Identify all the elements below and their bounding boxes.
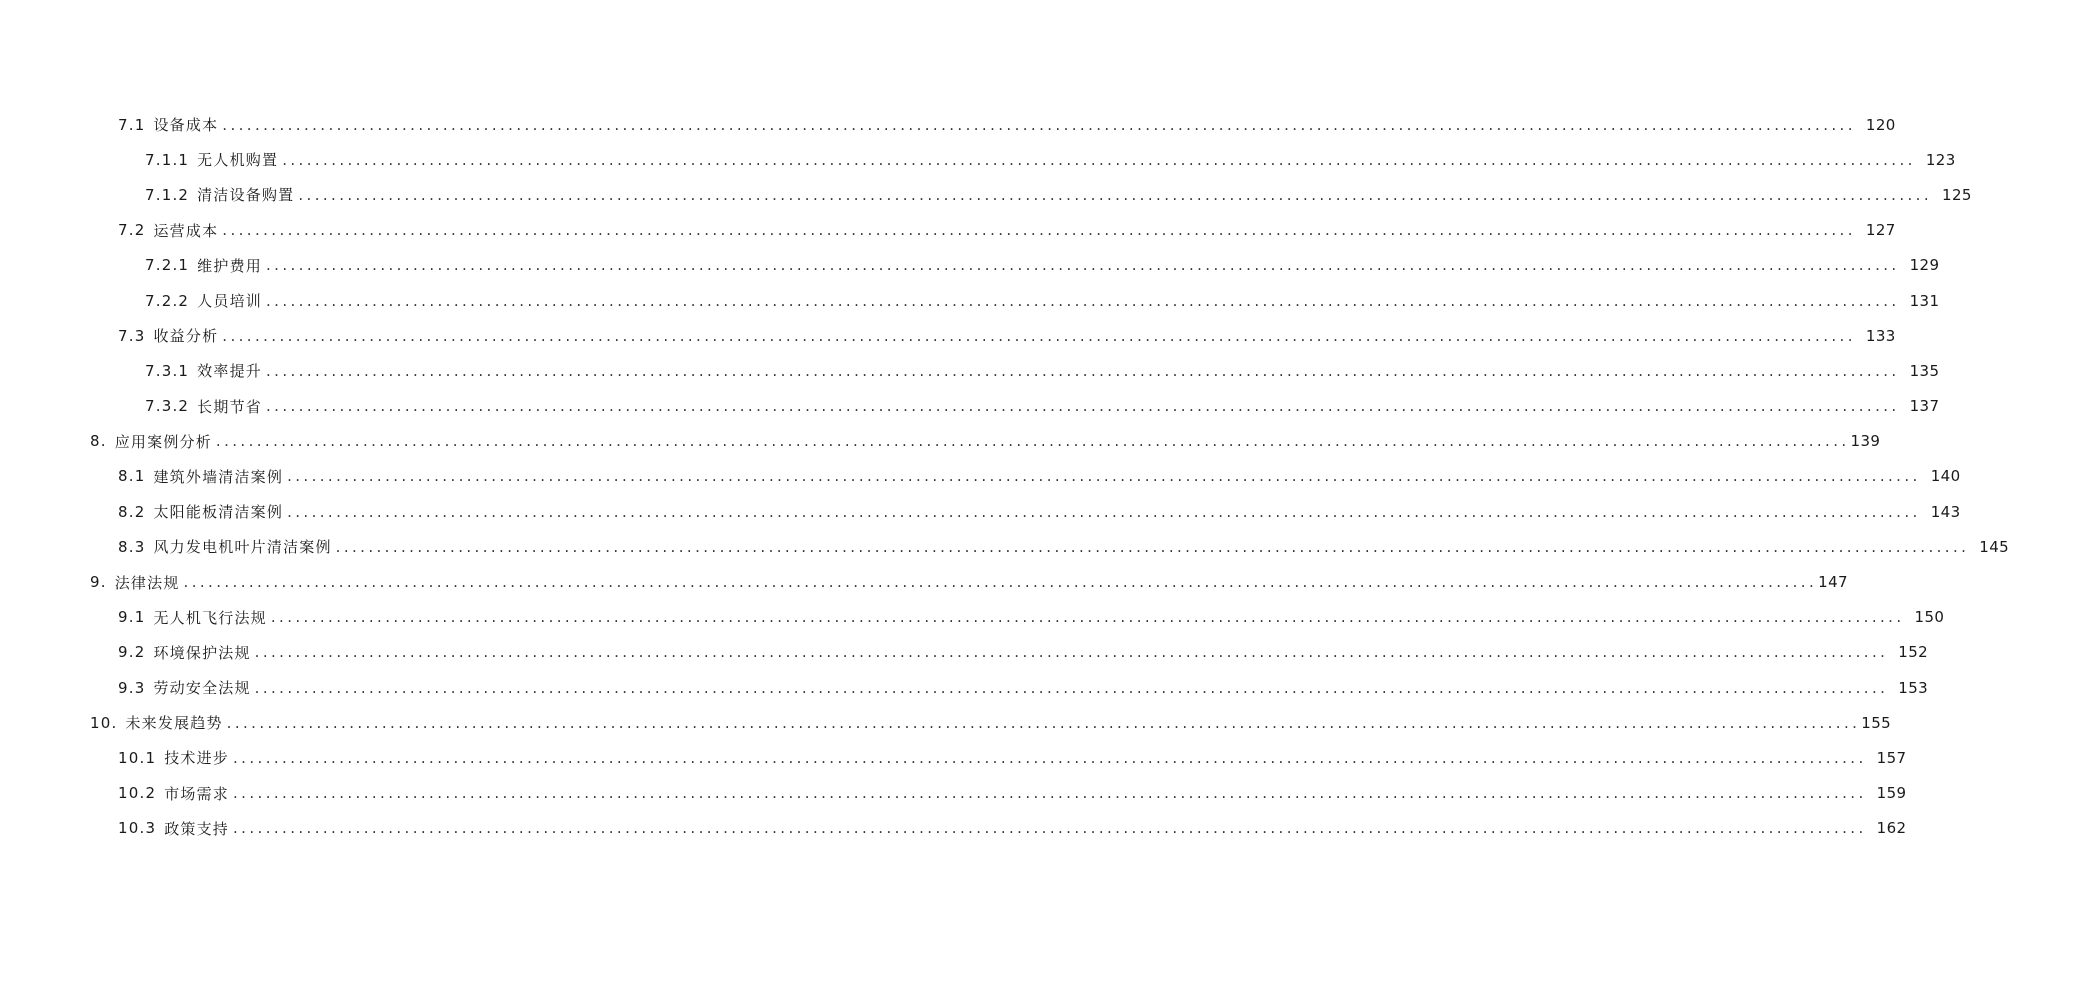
toc-entry-page: 157 xyxy=(1876,748,1907,767)
toc-leader-dots: ........................................................................................................................................................................................................ xyxy=(233,748,1867,767)
toc-leader-dots: ........................................................................................................................................................................................................ xyxy=(270,608,1905,627)
toc-entry-number: 10. xyxy=(90,713,118,732)
toc-entry-number: 9. xyxy=(90,573,107,592)
toc-entry-page: 159 xyxy=(1876,784,1907,803)
toc-entry[interactable] xyxy=(0,494,1961,529)
toc-entry-page: 140 xyxy=(1930,467,1961,486)
toc-entry-title: 建筑外墙清洁案例 xyxy=(153,467,284,486)
toc-entry-title: 市场需求 xyxy=(164,784,230,803)
toc-entry[interactable] xyxy=(0,529,2010,564)
toc-entry[interactable] xyxy=(0,353,1940,388)
toc-entry[interactable] xyxy=(0,107,1896,142)
toc-entry-number: 7.3.2 xyxy=(145,397,190,416)
toc-entry-number: 8.3 xyxy=(118,537,146,556)
toc-entry[interactable] xyxy=(0,389,1940,424)
toc-entry-number: 7.1.1 xyxy=(145,150,190,169)
toc-entry-page: 123 xyxy=(1925,150,1956,169)
toc-entry-title: 未来发展趋势 xyxy=(125,714,223,733)
toc-entry-title: 应用案例分析 xyxy=(114,432,212,451)
toc-entry-page: 139 xyxy=(1850,432,1881,451)
toc-entry-page: 153 xyxy=(1898,678,1929,697)
toc-leader-dots: ........................................................................................................................................................................................................ xyxy=(254,643,1889,662)
toc-entry[interactable] xyxy=(0,318,1896,353)
toc-leader-dots: ........................................................................................................................................................................................................ xyxy=(335,537,1970,556)
toc-entry-title: 技术进步 xyxy=(164,749,230,768)
toc-leader-dots: ........................................................................................................................................................................................................ xyxy=(265,256,1900,275)
toc-entry[interactable] xyxy=(0,283,1940,318)
toc-leader-dots: ........................................................................................................................................................................................................ xyxy=(282,150,1916,169)
toc-leader-dots: ........................................................................................................................................................................................................ xyxy=(265,397,1900,416)
toc-entry[interactable] xyxy=(0,635,1929,670)
toc-entry-title: 长期节省 xyxy=(197,397,262,416)
toc-entry[interactable] xyxy=(0,600,1945,635)
toc-leader-dots: ........................................................................................................................................................................................................ xyxy=(233,819,1867,838)
toc-entry-number: 8. xyxy=(90,432,107,451)
toc-leader-dots: ........................................................................................................................................................................................................ xyxy=(254,678,1889,697)
toc-entry[interactable] xyxy=(0,424,1881,459)
toc-entry-page: 147 xyxy=(1818,573,1848,592)
toc-entry-page: 143 xyxy=(1930,502,1961,521)
toc-entry-number: 7.1 xyxy=(118,115,146,134)
toc-entry-title: 环境保护法规 xyxy=(153,643,251,662)
toc-entry-title: 太阳能板清洁案例 xyxy=(153,503,284,522)
toc-entry-title: 收益分析 xyxy=(153,327,219,346)
toc-entry-page: 120 xyxy=(1865,115,1896,134)
toc-leader-dots: ........................................................................................................................................................................................................ xyxy=(265,291,1900,310)
toc-leader-dots: ........................................................................................................................................................................................................ xyxy=(222,326,1856,345)
toc-entry[interactable] xyxy=(0,459,1961,494)
toc-entry[interactable] xyxy=(0,740,1907,775)
toc-entry-number: 9.2 xyxy=(118,643,146,662)
toc-entry-title: 无人机飞行法规 xyxy=(153,608,267,627)
toc-entry[interactable] xyxy=(0,564,1848,599)
toc-entry-number: 8.1 xyxy=(118,467,146,486)
toc-entry-number: 10.3 xyxy=(118,819,157,838)
toc-entry-number: 7.3.1 xyxy=(145,361,190,380)
toc-entry-page: 133 xyxy=(1865,326,1896,345)
toc-entry-page: 135 xyxy=(1909,361,1940,380)
toc-leader-dots: ........................................................................................................................................................................................................ xyxy=(226,713,1861,732)
toc-entry-number: 7.2.2 xyxy=(145,291,190,310)
toc-leader-dots: ........................................................................................................................................................................................................ xyxy=(298,185,1932,204)
toc-entry-number: 9.3 xyxy=(118,678,146,697)
toc-leader-dots: ........................................................................................................................................................................................................ xyxy=(222,115,1856,134)
toc-entry-title: 法律法规 xyxy=(114,573,180,592)
toc-entry-page: 155 xyxy=(1861,713,1892,732)
toc-entry-number: 7.2.1 xyxy=(145,256,190,275)
toc-entry-title: 政策支持 xyxy=(164,819,230,838)
toc-entry-title: 设备成本 xyxy=(153,116,219,135)
toc-entry-page: 131 xyxy=(1909,291,1940,310)
toc-entry-title: 人员培训 xyxy=(197,292,262,311)
toc-leader-dots: ........................................................................................................................................................................................................ xyxy=(287,502,1921,521)
toc-entry-number: 7.1.2 xyxy=(145,185,190,204)
toc-leader-dots: ........................................................................................................................................................................................................ xyxy=(183,573,1818,592)
toc-entry-page: 145 xyxy=(1979,537,2010,556)
toc-entry-title: 劳动安全法规 xyxy=(153,679,251,698)
toc-entry-title: 效率提升 xyxy=(197,362,262,381)
toc-entry-page: 152 xyxy=(1898,643,1929,662)
toc-entry[interactable] xyxy=(0,177,1972,212)
toc-entry-number: 8.2 xyxy=(118,502,146,521)
toc-leader-dots: ........................................................................................................................................................................................................ xyxy=(215,432,1850,451)
toc-entry[interactable] xyxy=(0,811,1907,846)
toc-entry[interactable] xyxy=(0,670,1929,705)
toc-entry[interactable] xyxy=(0,776,1907,811)
toc-leader-dots: ........................................................................................................................................................................................................ xyxy=(222,221,1856,240)
toc-entry[interactable] xyxy=(0,142,1956,177)
toc-entry-page: 125 xyxy=(1942,185,1972,204)
toc-entry-page: 150 xyxy=(1914,608,1945,627)
toc-entry[interactable] xyxy=(0,213,1896,248)
toc-entry-page: 162 xyxy=(1876,819,1907,838)
toc-entry[interactable] xyxy=(0,705,1892,740)
toc-entry-title: 风力发电机叶片清洁案例 xyxy=(153,538,332,557)
table-of-contents xyxy=(0,107,2010,846)
toc-entry-page: 137 xyxy=(1909,397,1940,416)
toc-entry-number: 7.2 xyxy=(118,221,146,240)
toc-entry-page: 127 xyxy=(1865,221,1896,240)
toc-leader-dots: ........................................................................................................................................................................................................ xyxy=(233,784,1867,803)
toc-entry-number: 10.1 xyxy=(118,748,157,767)
toc-entry-title: 运营成本 xyxy=(153,221,219,240)
toc-leader-dots: ........................................................................................................................................................................................................ xyxy=(287,467,1921,486)
toc-entry[interactable] xyxy=(0,248,1940,283)
toc-entry-title: 维护费用 xyxy=(197,256,262,275)
toc-entry-title: 清洁设备购置 xyxy=(197,186,295,205)
toc-entry-number: 7.3 xyxy=(118,326,146,345)
toc-entry-number: 10.2 xyxy=(118,784,157,803)
toc-entry-page: 129 xyxy=(1909,256,1940,275)
toc-leader-dots: ........................................................................................................................................................................................................ xyxy=(265,361,1900,380)
toc-entry-title: 无人机购置 xyxy=(197,151,279,170)
toc-entry-number: 9.1 xyxy=(118,608,146,627)
